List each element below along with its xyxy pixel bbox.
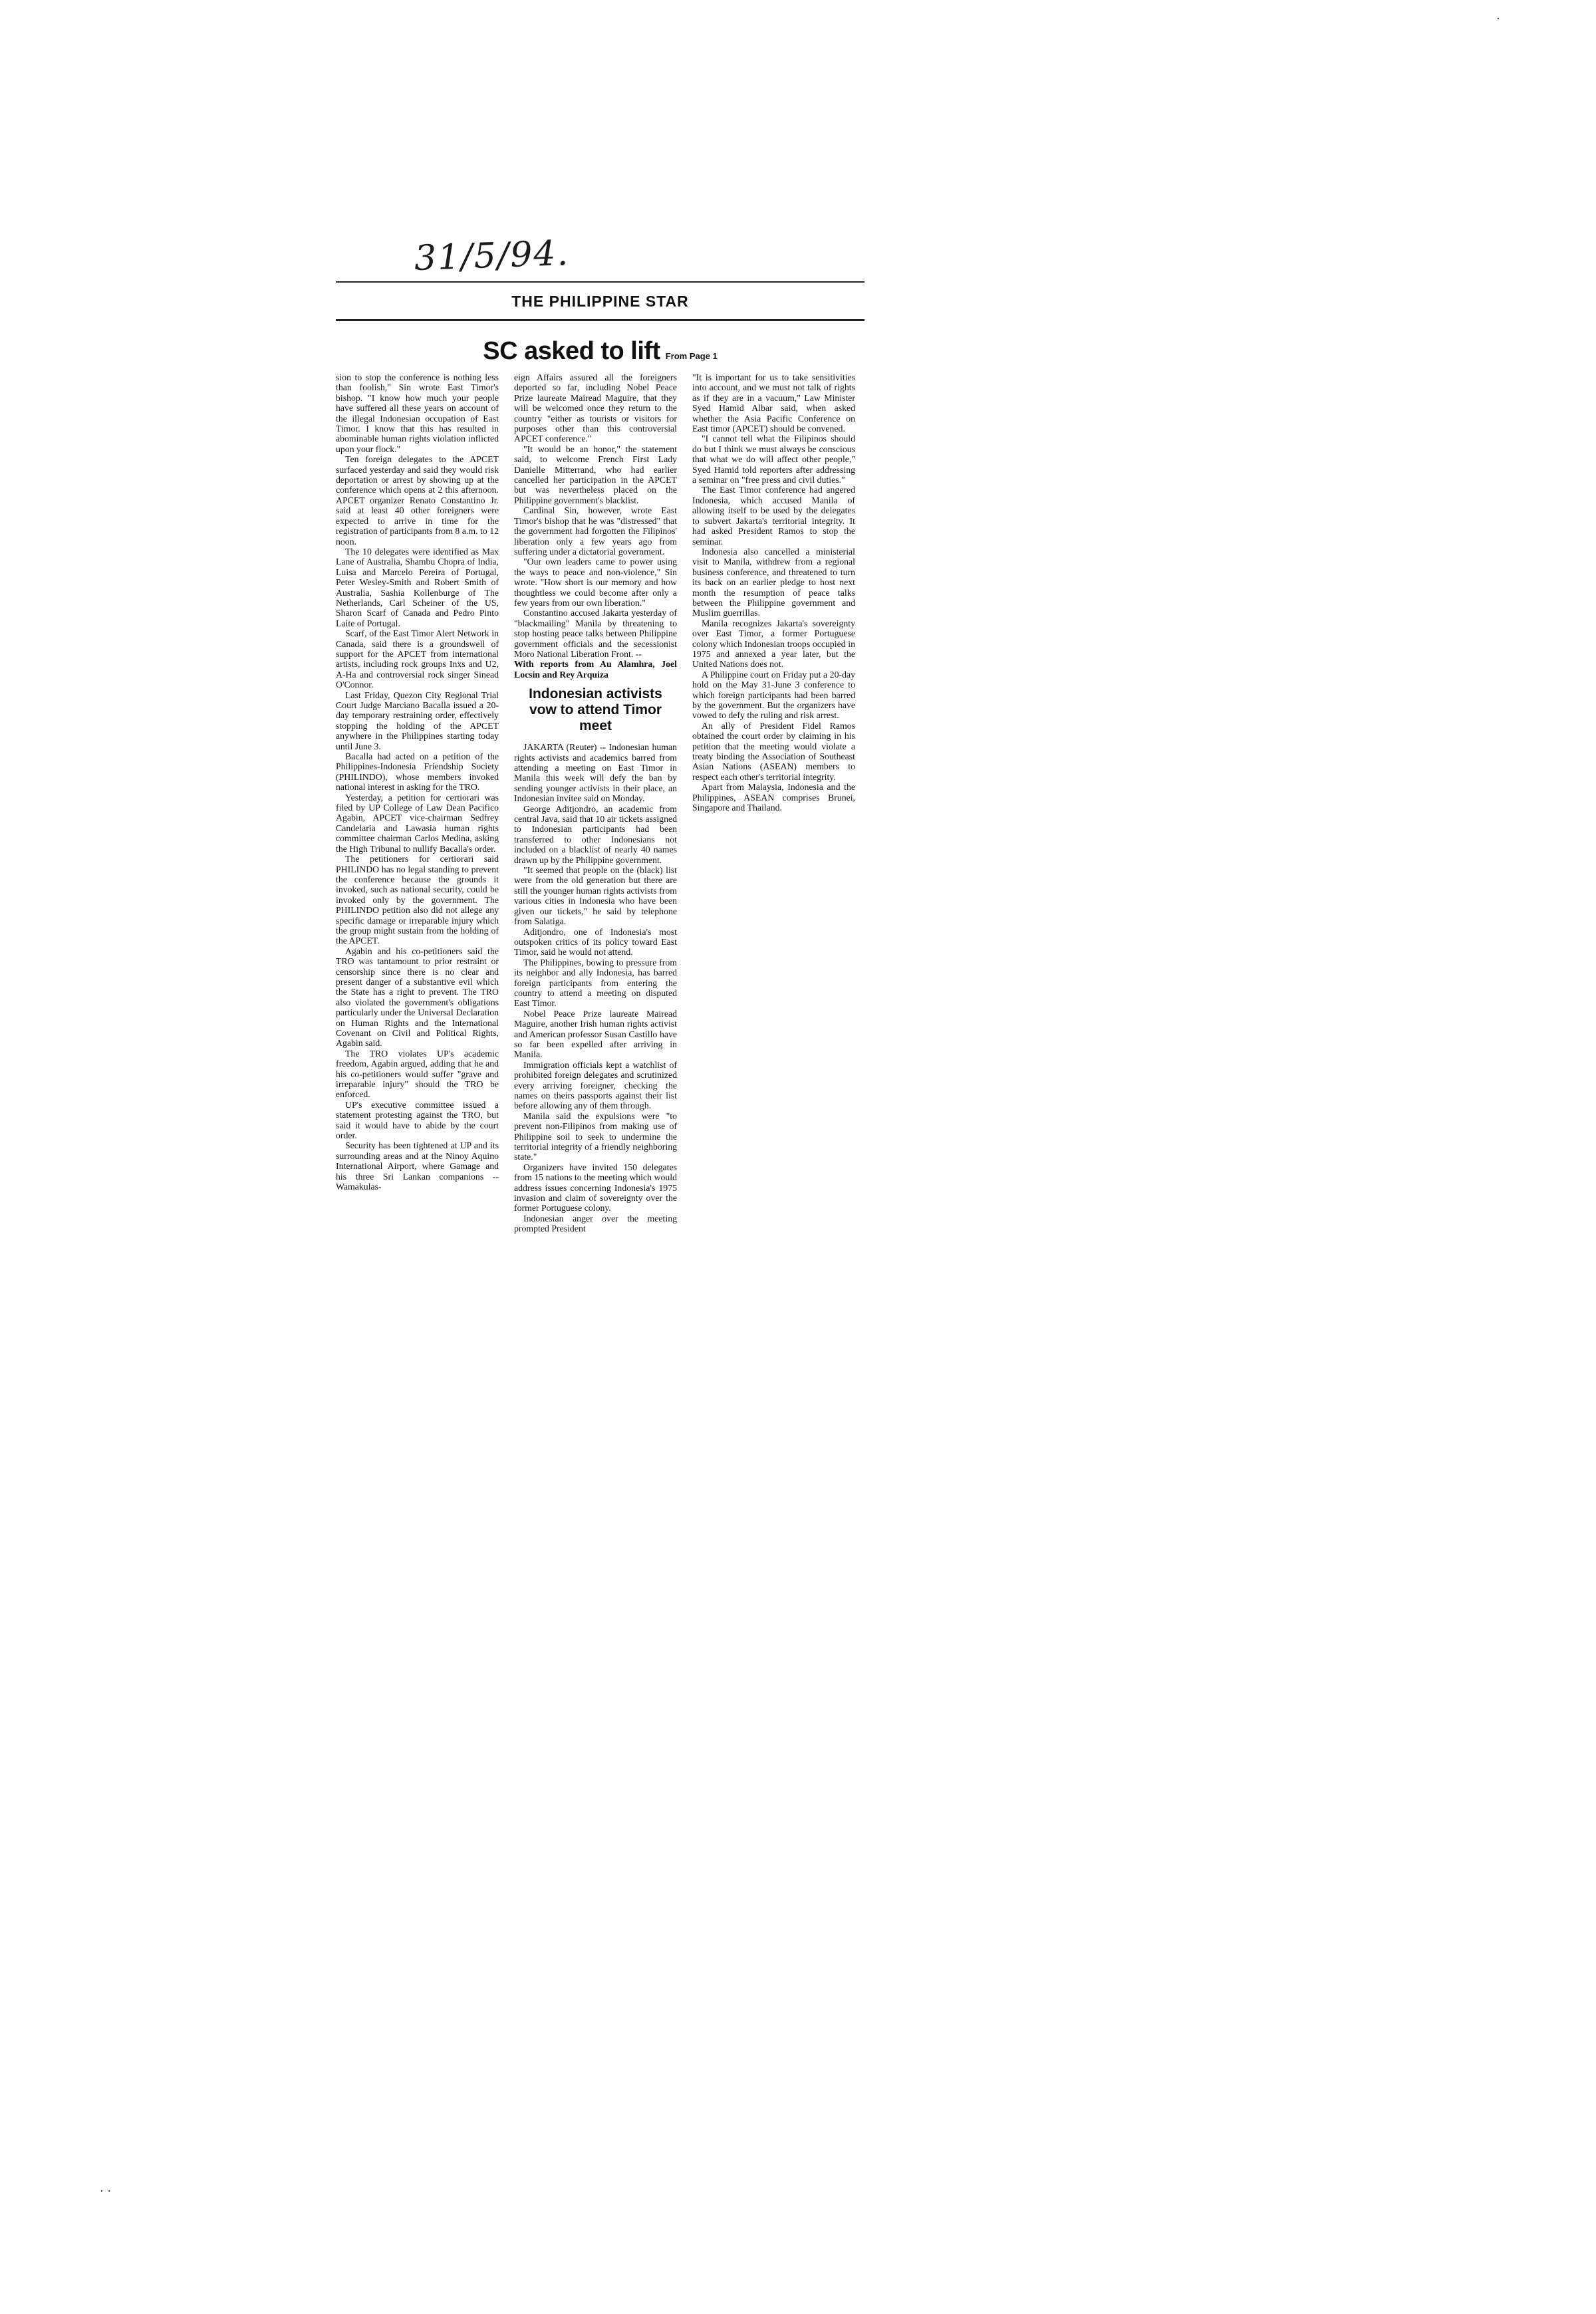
paragraph: The 10 delegates were identified as Max Lane of Australia, Shambu Chopra of India, Luisa and Marcelo Pereira of Portugal, Peter Wesley-Smith and Robert Smith of Australia, Sashia Kollenburge of The Netherlands, Carl Scheiner of the US, Sharon Scarf of Canada and Pedro Pinto Laite of Portugal. bbox=[336, 546, 499, 628]
paragraph: "Our own leaders came to power using the ways to peace and non-violence," Sin wrote. "How short is our memory and how thoughtless we could become after only a few years from our own liberation." bbox=[514, 557, 677, 608]
paragraph: UP's executive committee issued a statement protesting against the TRO, but said it would have to abide by the court order. bbox=[336, 1099, 499, 1141]
paragraph: Aditjondro, one of Indonesia's most outspoken critics of its policy toward East Timor, said he would not attend. bbox=[514, 926, 677, 958]
paragraph: The petitioners for certiorari said PHILINDO has no legal standing to prevent the conference because the grounds it invoked, such as national security, could be invoked only by the government. The PHILINDO petition also did not allege any specific damage or irreparable injury which the group might sustain from the holding of the APCET. bbox=[336, 854, 499, 946]
from-page-label: From Page 1 bbox=[665, 351, 718, 361]
paragraph: The TRO violates UP's academic freedom, Agabin argued, adding that he and his co-petitioners would suffer "grave and irreparable injury" should the TRO be enforced. bbox=[336, 1048, 499, 1100]
paragraph: A Philippine court on Friday put a 20-day hold on the May 31-June 3 conference to which foreign participants had been barred by the government. But the organizers have vowed to defy the ruling and risk arrest. bbox=[692, 669, 855, 721]
column-3 bbox=[692, 372, 855, 813]
paragraph: Manila recognizes Jakarta's sovereignty over East Timor, a former Portuguese colony which Indonesian troops occupied in 1975 and annexed a year later, but the United Nations does not. bbox=[692, 618, 855, 670]
newspaper-name: THE PHILIPPINE STAR bbox=[511, 293, 689, 310]
paragraph: Cardinal Sin, however, wrote East Timor's bishop that he was "distressed" that the government had forgotten the Filipinos' liberation only a few years ago from suffering under a dictatorial government. bbox=[514, 505, 677, 557]
top-rule bbox=[336, 281, 864, 283]
paragraph: sion to stop the conference is nothing less than foolish," Sin wrote East Timor's bishop. "I know how much your people have suffered all these years on account of the illegal Indonesian occupation of East Timor. I know that this has resulted in abominable human rights violation inflicted upon your flock." bbox=[336, 372, 499, 454]
paragraph: eign Affairs assured all the foreigners deported so far, including Nobel Peace Prize laureate Mairead Maguire, that they will be welcomed once they return to the country "either as tourists or visitors for purposes other than this controversial APCET conference." bbox=[514, 372, 677, 444]
paragraph: Scarf, of the East Timor Alert Network in Canada, said there is a groundswell of support for the APCET from international artists, including rock groups Inxs and U2, A-Ha and controversial rock singer Sinead O'Connor. bbox=[336, 628, 499, 690]
paragraph: An ally of President Fidel Ramos obtained the court order by claiming in his petition that the meeting would violate a treaty binding the Association of Southeast Asian Nations (ASEAN) members to respect each other's territorial integrity. bbox=[692, 720, 855, 782]
column-2 bbox=[514, 372, 677, 1234]
paragraph: Immigration officials kept a watchlist of prohibited foreign delegates and scrutinized every arriving foreigner, checking the names on theirs passports against their list before allowing any of them through. bbox=[514, 1059, 677, 1111]
paragraph: "It seemed that people on the (black) list were from the old generation but there are still the younger human rights activists from various cities in Indonesia who have been given our tickets," he said by telephone from Salatiga. bbox=[514, 865, 677, 927]
paragraph: Bacalla had acted on a petition of the Philippines-Indonesia Friendship Society (PHILINDO), whose members invoked national interest in asking for the TRO. bbox=[336, 751, 499, 793]
paragraph: Yesterday, a petition for certiorari was filed by UP College of Law Dean Pacifico Agabin, APCET vice-chairman Sedfrey Candelaria and Lawasia human rights committee chairman Carlos Medina, asking the High Tribunal to nullify Bacalla's order. bbox=[336, 792, 499, 854]
paragraph: Nobel Peace Prize laureate Mairead Maguire, another Irish human rights activist and American professor Susan Castillo have so far been expelled after arriving in Manila. bbox=[514, 1008, 677, 1060]
paragraph: "It is important for us to take sensitivities into account, and we must not talk of rights as if they are in a vacuum," Law Minister Syed Hamid Albar said, when asked whether the Asia Pacific Conference on East timor (APCET) should be convened. bbox=[692, 372, 855, 434]
masthead-rule bbox=[336, 319, 864, 321]
paragraph: Agabin and his co-petitioners said the TRO was tantamount to prior restraint or censorship since there is no clear and present danger of a substantive evil which the State has a right to prevent. The TRO also violated the government's obligations particularly under the Universal Declaration on Human Rights and the International Covenant on Civil and Political Rights, Agabin said. bbox=[336, 946, 499, 1049]
paragraph: Ten foreign delegates to the APCET surfaced yesterday and said they would risk deportation or arrest by showing up at the conference which opens at 2 this afternoon. APCET organizer Renato Constantino Jr. said at least 40 other foreigners were expected to arrive in time for the registration of participants from 8 a.m. to 12 noon. bbox=[336, 454, 499, 547]
paragraph: Manila said the expulsions were "to prevent non-Filipinos from making use of Philippine soil to seek to undermine the territorial integrity of a friendly neighboring state." bbox=[514, 1110, 677, 1162]
paragraph: The Philippines, bowing to pressure from its neighbor and ally Indonesia, has barred foreign participants from entering the country to attend a meeting on disputed East Timor. bbox=[514, 957, 677, 1009]
subheadline: Indonesian activists vow to attend Timor meet bbox=[529, 686, 662, 734]
paragraph: Organizers have invited 150 delegates from 15 nations to the meeting which would address issues concerning Indonesia's 1975 invasion and claim of sovereignty over the former Portuguese colony. bbox=[514, 1162, 677, 1214]
paragraph: George Aditjondro, an academic from central Java, said that 10 air tickets assigned to Indonesian participants had been transferred to other Indonesians not included on a blacklist of nearly 40 names drawn up by the Philippine government. bbox=[514, 803, 677, 865]
byline-credits: With reports from Au Alamhra, Joel Locsin and Rey Arquiza bbox=[514, 659, 677, 680]
paragraph: The East Timor conference had angered Indonesia, which accused Manila of allowing itself to be used by the delegates to subvert Jakarta's territorial integrity. It had asked President Ramos to stop the seminar. bbox=[692, 485, 855, 547]
paragraph: Indonesia also cancelled a ministerial visit to Manila, withdrew from a regional business conference, and threatened to turn its back on an earlier pledge to host next month the resumption of peace talks between the Philippine government and Muslim guerrillas. bbox=[692, 546, 855, 618]
headline bbox=[336, 337, 864, 366]
paragraph: Indonesian anger over the meeting prompted President bbox=[514, 1213, 677, 1234]
paragraph: JAKARTA (Reuter) -- Indonesian human rights activists and academics barred from attending a meeting on East Timor in Manila this week will defy the ban by sending younger activists in their place, an Indonesian invitee said on Monday. bbox=[514, 742, 677, 804]
paragraph: Apart from Malaysia, Indonesia and the Philippines, ASEAN comprises Brunei, Singapore and Thailand. bbox=[692, 782, 855, 813]
headline-text: SC asked to lift bbox=[483, 337, 660, 365]
column-1 bbox=[336, 372, 499, 1192]
paragraph: Security has been tightened at UP and its surrounding areas and at the Ninoy Aquino International Airport, where Gamage and his three Sri Lankan companions -- Wamakulas- bbox=[336, 1140, 499, 1192]
paragraph: Constantino accused Jakarta yesterday of "blackmailing" Manila by threatening to stop hosting peace talks between Philippine government officials and the secessionist Moro National Liberation Front. -- bbox=[514, 608, 677, 659]
scan-speck: · bbox=[1496, 12, 1500, 26]
paragraph: "It would be an honor," the statement said, to welcome French First Lady Danielle Mitterrand, who had earlier cancelled her participation in the APCET but was nevertheless placed on the Philippine government's blacklist. bbox=[514, 444, 677, 505]
scan-speck: · · bbox=[100, 2184, 112, 2198]
handwritten-date: 31/5/94. bbox=[414, 233, 570, 279]
paragraph: "I cannot tell what the Filipinos should do but I think we must always be conscious that what we do will affect other people," Syed Hamid told reporters after addressing a seminar on "free press and civil duties." bbox=[692, 434, 855, 485]
paragraph: Last Friday, Quezon City Regional Trial Court Judge Marciano Bacalla issued a 20-day temporary restraining order, effectively stopping the holding of the APCET anywhere in the Philippines starting today until June 3. bbox=[336, 690, 499, 751]
